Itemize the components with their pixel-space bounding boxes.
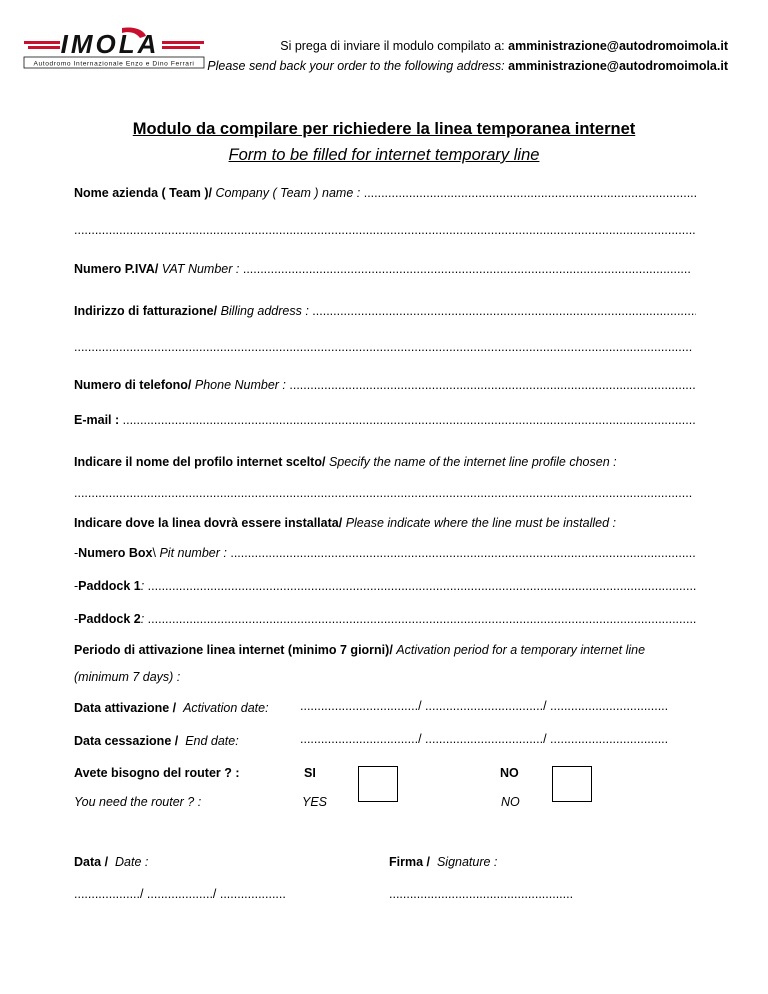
paddock1-fill-line[interactable] — [148, 579, 696, 593]
date-field[interactable]: .................../ .................../ ................... — [74, 887, 286, 901]
vat-field[interactable]: Numero P.IVA / VAT Number : ..... — [74, 262, 690, 276]
router-no-label-en: NO — [501, 795, 520, 809]
paddock2-field[interactable]: - Paddock 2 : ..... — [74, 612, 696, 626]
router-question-it: Avete bisogno del router ? : — [74, 766, 240, 780]
page-subtitle: Form to be filled for internet temporary line — [228, 146, 540, 164]
email-field[interactable]: E-mail : ..... — [74, 413, 696, 427]
company-fill-line[interactable] — [364, 186, 696, 200]
router-no-checkbox[interactable] — [552, 766, 592, 802]
imola-logo — [22, 24, 207, 74]
company-fill-line-2[interactable] — [74, 223, 696, 237]
router-question-en: You need the router ? : — [74, 795, 202, 809]
activation-date-label: Data attivazione / Activation date: — [74, 701, 269, 715]
date-label: Data / Date : — [74, 855, 149, 869]
phone-fill-line[interactable] — [289, 378, 696, 392]
profile-label: Indicare il nome del profilo internet scelto / Specify the name of the internet line profile chosen : — [74, 455, 617, 469]
period-label: Periodo di attivazione linea internet (minimo 7 giorni) / Activation period for a temporary internet line — [74, 643, 646, 657]
page-title: Modulo da compilare per richiedere la linea temporanea internet — [132, 120, 636, 138]
company-field-line2[interactable] — [74, 223, 696, 237]
header-line-en: Please send back your order to the following address: amministrazione@autodromoimola.it — [207, 59, 728, 73]
company-field[interactable]: Nome azienda ( Team ) / Company ( Team ) name : ..... — [74, 186, 696, 200]
period-label-line2: (minimum 7 days) : — [74, 670, 181, 684]
header-line-it: Si prega di inviare il modulo compilato a: amministrazione@autodromoimola.it — [280, 39, 728, 53]
signature-label: Firma / Signature : — [389, 855, 498, 869]
router-yes-label-it: SI — [304, 766, 316, 780]
box-field[interactable]: - Numero Box \ Pit number : ..... — [74, 546, 696, 560]
phone-field[interactable]: Numero di telefono / Phone Number : ..... — [74, 378, 696, 392]
billing-field-line2[interactable] — [74, 340, 692, 354]
header-email-it: amministrazione@autodromoimola.it — [508, 39, 728, 53]
paddock1-field[interactable]: - Paddock 1 : ..... — [74, 579, 696, 593]
logo-wordmark: IMOLA — [60, 29, 160, 59]
billing-fill-line-2[interactable] — [74, 340, 692, 354]
router-no-label-it: NO — [500, 766, 519, 780]
billing-field[interactable]: Indirizzo di fatturazione / Billing address : ..... — [74, 304, 696, 318]
profile-fill-line[interactable] — [74, 486, 692, 500]
email-fill-line[interactable] — [123, 413, 696, 427]
billing-fill-line[interactable] — [312, 304, 696, 318]
router-yes-checkbox[interactable] — [358, 766, 398, 802]
activation-date-field[interactable]: ................................../ ................................../ .................................. — [300, 699, 669, 713]
vat-fill-line[interactable] — [243, 262, 690, 276]
end-date-label: Data cessazione / End date: — [74, 734, 239, 748]
box-fill-line[interactable] — [230, 546, 696, 560]
header-email-en: amministrazione@autodromoimola.it — [508, 59, 728, 73]
location-label: Indicare dove la linea dovrà essere installata / Please indicate where the line must be installed : — [74, 516, 616, 530]
profile-field[interactable] — [74, 486, 692, 500]
logo-subtext: Autodromo Internazionale Enzo e Dino Ferrari — [33, 60, 195, 68]
end-date-field[interactable]: ................................../ ................................../ .................................. — [300, 732, 669, 746]
paddock2-fill-line[interactable] — [148, 612, 696, 626]
signature-field[interactable]: ..................................................... — [389, 887, 574, 901]
router-yes-label-en: YES — [302, 795, 328, 809]
